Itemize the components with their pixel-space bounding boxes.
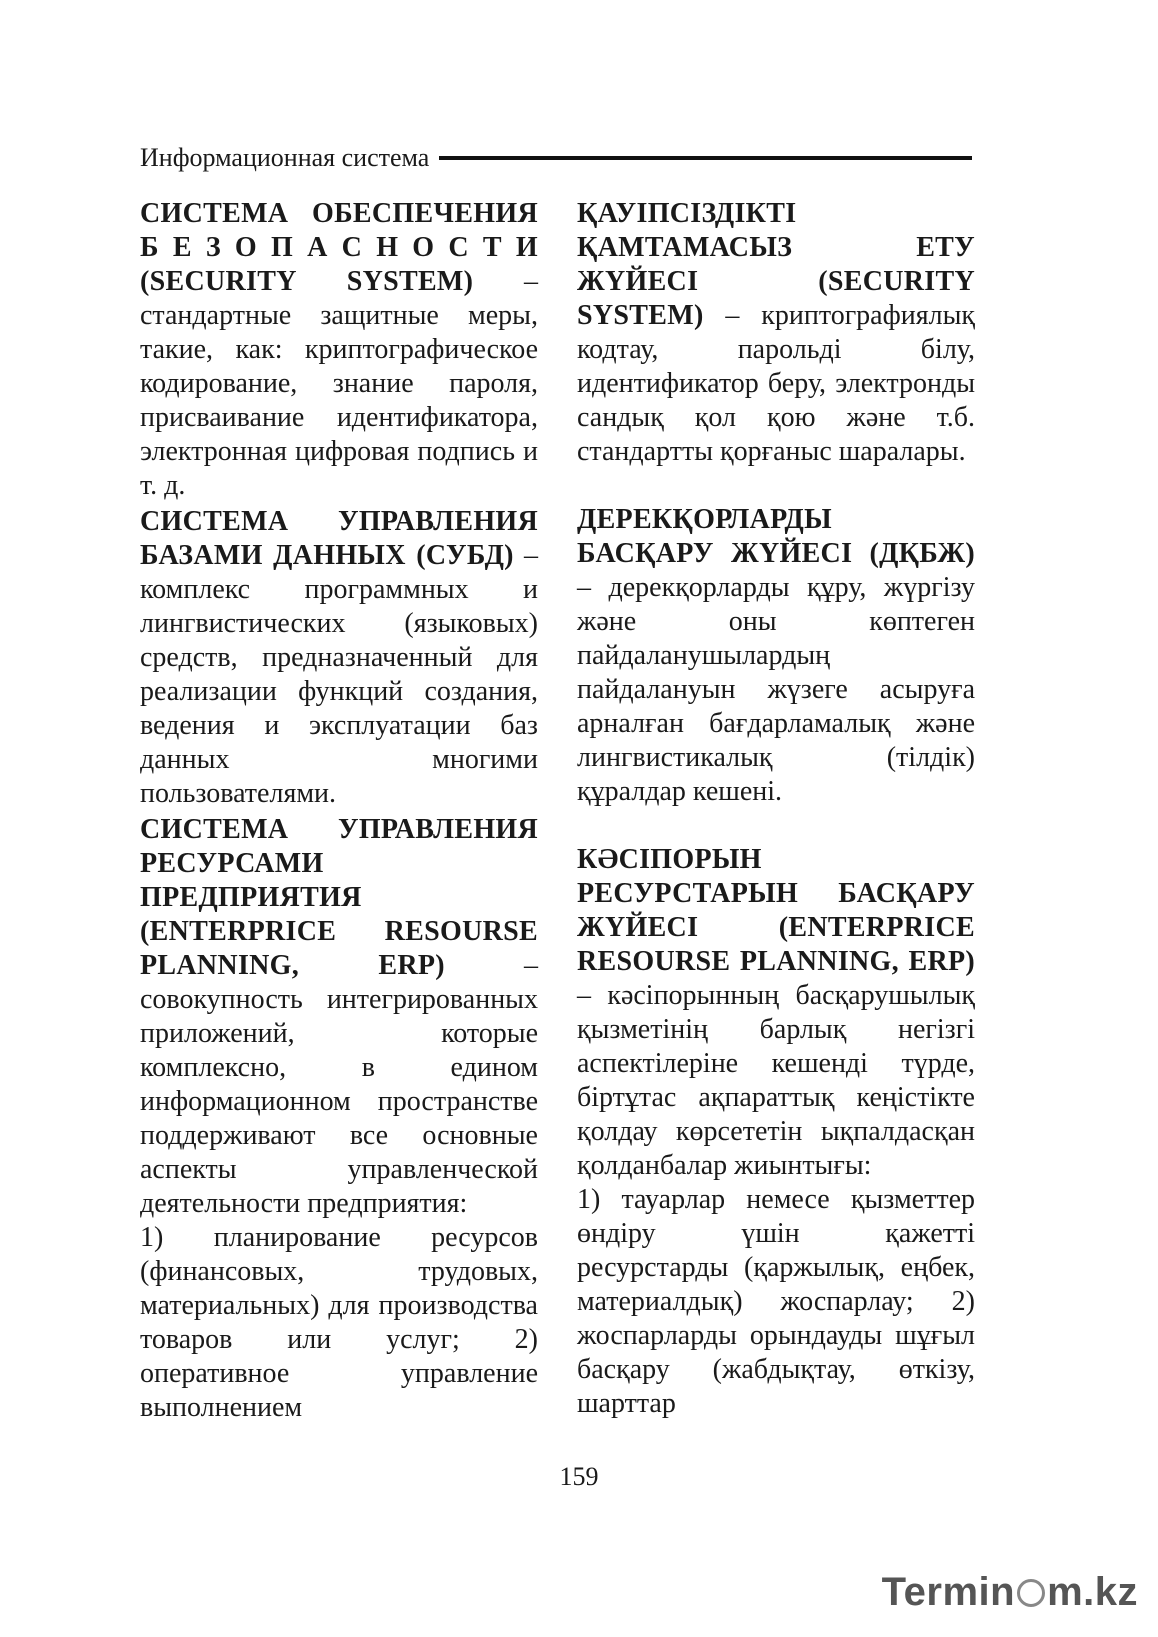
entry-dbms-ru bbox=[140, 505, 538, 811]
entry-security-system-kz bbox=[577, 197, 975, 469]
entry-dbms-kz bbox=[577, 503, 975, 809]
entry-security-system-ru bbox=[140, 197, 538, 503]
running-header bbox=[140, 143, 972, 173]
page-number: 159 bbox=[559, 1462, 599, 1491]
entry-definition: – совокупность интегрированных приложений, которые комплексно, в едином информационном пространстве поддерживают все основные аспекты управленческой деятельности предприятия: bbox=[140, 950, 538, 1219]
entry-term: СИСТЕМА УПРАВЛЕНИЯ БАЗАМИ ДАННЫХ (СУБД) bbox=[140, 506, 538, 571]
watermark-text-start: Termin bbox=[881, 1570, 1016, 1614]
header-title: Информационная система bbox=[140, 143, 430, 172]
left-column bbox=[140, 197, 538, 1425]
entry-definition: – дерекқорларды құру, жүргізу және оны көптеген пайдаланушылардың пайдалануын жүзеге асыруға арналған бағдарламалық және лингвистикалық (тілдік) құралдар кешені. bbox=[577, 572, 975, 807]
entry-term: ҚАУІПСІЗДІКТІ ҚАМТАМАСЫЗ ЕТУ ЖҮЙЕСІ (SECURITY SYSTEM) bbox=[577, 198, 975, 331]
watermark-text-end: m.kz bbox=[1047, 1570, 1138, 1614]
entry-list: 1) тауарлар немесе қызметтер өндіру үшін қажетті ресурстарды (қаржылық, еңбек, материалдық) жоспарлау; 2) жоспарларды орындауды шұғыл басқару (жабдықтау, өткізу, шарттар bbox=[577, 1184, 975, 1419]
entry-term: СИСТЕМА ОБЕСПЕЧЕНИЯ Б Е З О П А С Н О С Т И (SECURITY SYSTEM) bbox=[140, 198, 538, 297]
entry-term: ДЕРЕКҚОРЛАРДЫ БАСҚАРУ ЖҮЙЕСІ (ДҚБЖ) bbox=[577, 504, 975, 569]
entry-erp-kz bbox=[577, 843, 975, 1421]
right-column bbox=[577, 197, 975, 1421]
entry-term: СИСТЕМА УПРАВЛЕНИЯ РЕСУРСАМИ ПРЕДПРИЯТИЯ (ENTERPRICE RESOURSE PLANNING, ERP) bbox=[140, 814, 538, 981]
entry-erp-ru bbox=[140, 813, 538, 1425]
entry-term: КӘСІПОРЫН РЕСУРСТАРЫН БАСҚАРУ ЖҮЙЕСІ (ENTERPRICE RESOURSE PLANNING, ERP) bbox=[577, 844, 975, 977]
magnifier-icon bbox=[1017, 1579, 1045, 1607]
header-rule bbox=[439, 156, 972, 160]
watermark-logo bbox=[882, 1570, 1138, 1615]
entry-definition: – комплекс программных и лингвистических (языковых) средств, предназначенный для реализации функций создания, ведения и эксплуатации баз данных многими пользователями. bbox=[140, 540, 538, 809]
entry-definition: – кәсіпорынның басқарушылық қызметінің барлық негізгі аспектілеріне кешенді түрде, біртұтас ақпараттық кеңістікте қолдау көрсететін ықпалдасқан қолданбалар жиынтығы: bbox=[577, 980, 975, 1181]
entry-definition: – криптографиялық кодтау, парольді білу, идентификатор беру, электронды сандық қол қою және т.б. стандартты қорғаныс шаралары. bbox=[577, 300, 975, 467]
entry-list: 1) планирование ресурсов (финансовых, трудовых, материальных) для производства товаров или услуг; 2) оперативное управление выполнением bbox=[140, 1222, 538, 1423]
entry-definition: – стандартные защитные меры, такие, как: криптографическое кодирование, знание пароля, присваивание идентификатора, электронная цифровая подпись и т. д. bbox=[140, 266, 538, 501]
